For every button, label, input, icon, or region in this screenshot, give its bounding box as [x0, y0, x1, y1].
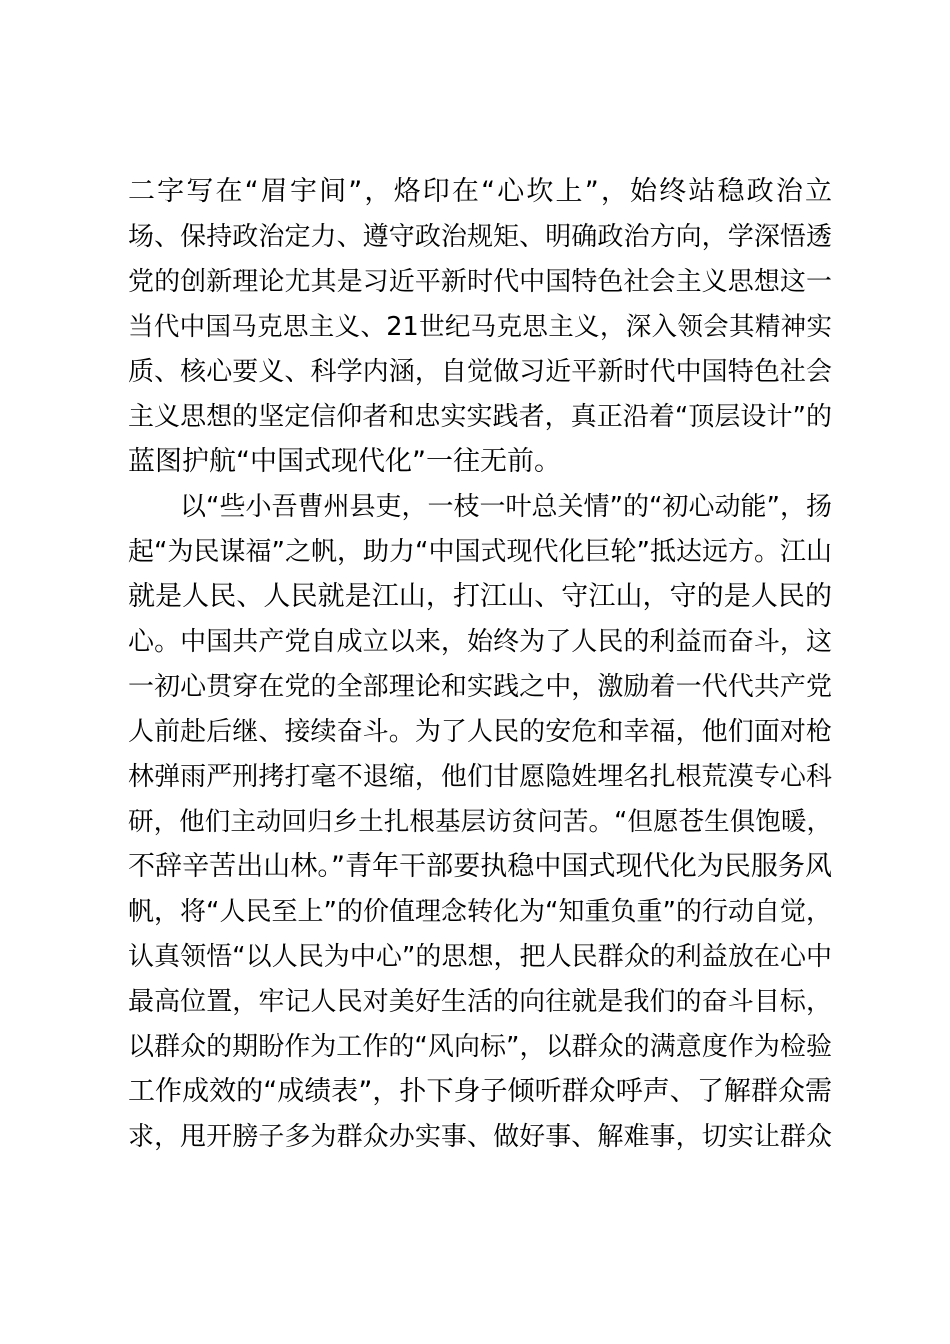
paragraph-2-line-3: 就是人民、人民就是江山，打江山、守江山，守的是人民的 [128, 581, 832, 612]
paragraph-2-line-12: 最高位置，牢记人民对美好生活的向往就是我们的奋斗目标， [128, 987, 832, 1017]
paragraph-1-line-7: 蓝图护航“中国式现代化”一往无前。 [128, 446, 561, 477]
paragraph-1-line-4: 当代中国马克思主义、21世纪马克思主义，深入领会其精神实 [128, 312, 832, 342]
paragraph-2-line-8: 研，他们主动回归乡土扎根基层访贫问苦。“但愿苍生俱饱暖， [128, 807, 832, 837]
paragraph-2-line-15: 求，甩开膀子多为群众办实事、做好事、解难事，切实让群众 [128, 1122, 832, 1152]
paragraph-1-line-1: 二字写在“眉宇间”，烙印在“心坎上”，始终站稳政治立 [128, 176, 832, 207]
paragraph-2-line-13: 以群众的期盼作为工作的“风向标”，以群众的满意度作为检验 [128, 1032, 832, 1062]
paragraph-1-line-6: 主义思想的坚定信仰者和忠实实践者，真正沿着“顶层设计”的 [128, 402, 832, 432]
paragraph-2-line-2: 起“为民谋福”之帆，助力“中国式现代化巨轮”抵达远方。江山 [128, 537, 832, 567]
paragraph-2-line-4: 心。中国共产党自成立以来，始终为了人民的利益而奋斗，这 [128, 627, 832, 657]
paragraph-2-line-11: 认真领悟“以人民为中心”的思想，把人民群众的利益放在心中 [128, 942, 832, 972]
paragraph-1-line-3: 党的创新理论尤其是习近平新时代中国特色社会主义思想这一 [128, 267, 832, 297]
paragraph-2-line-7: 林弹雨严刑拷打毫不退缩，他们甘愿隐姓埋名扎根荒漠专心科 [128, 762, 832, 792]
paragraph-2-line-5: 一初心贯穿在党的全部理论和实践之中，激励着一代代共产党 [128, 672, 832, 702]
paragraph-2-line-6: 人前赴后继、接续奋斗。为了人民的安危和幸福，他们面对枪 [128, 717, 832, 747]
paragraph-2-line-10: 帆，将“人民至上”的价值理念转化为“知重负重”的行动自觉， [128, 897, 832, 927]
paragraph-1-line-2: 场、保持政治定力、遵守政治规矩、明确政治方向，学深悟透 [128, 222, 832, 252]
paragraph-2-line-1: 以“些小吾曹州县吏，一枝一叶总关情”的“初心动能”，扬 [180, 492, 832, 522]
paragraph-2-line-9: 不辞辛苦出山林。”青年干部要执稳中国式现代化为民服务风 [128, 851, 832, 882]
paragraph-2-line-14: 工作成效的“成绩表”，扑下身子倾听群众呼声、了解群众需 [128, 1076, 832, 1107]
paragraph-1-line-5: 质、核心要义、科学内涵，自觉做习近平新时代中国特色社会 [128, 357, 832, 387]
